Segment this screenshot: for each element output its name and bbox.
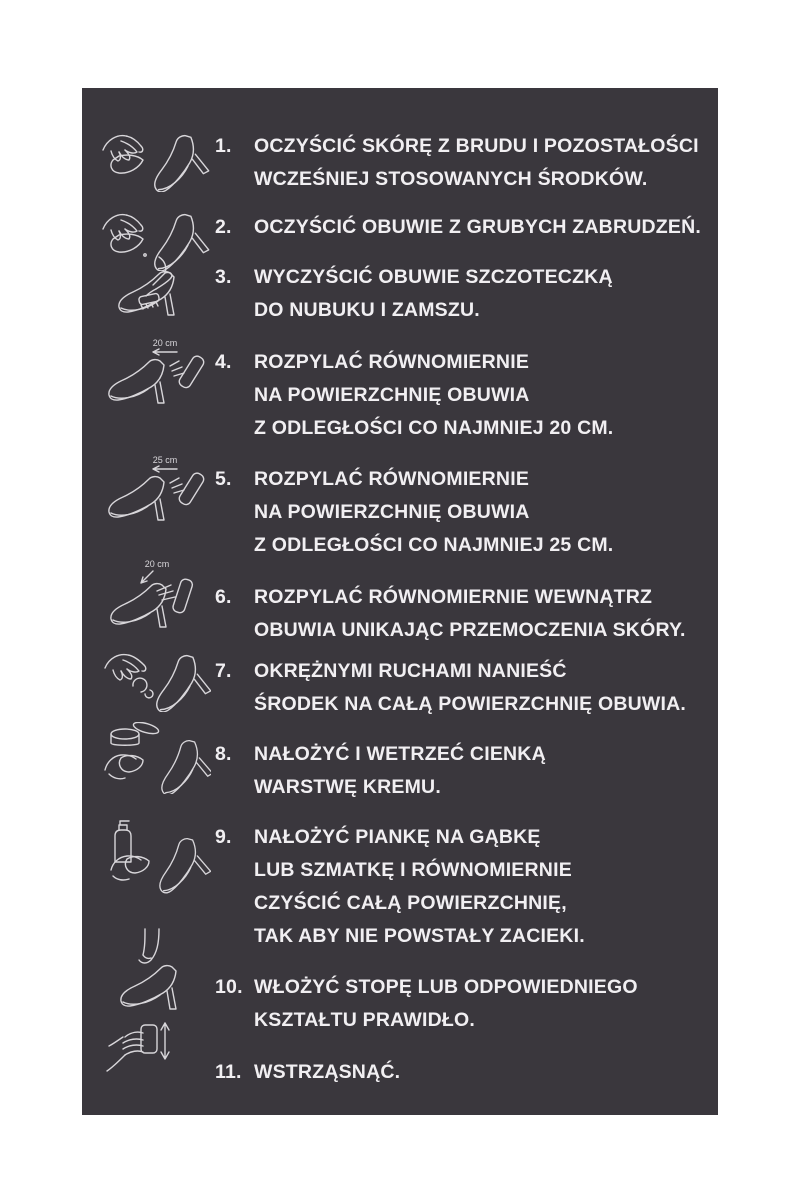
- step-text: [254, 971, 718, 1037]
- hand-cloth-wipe-shoe-icon: [92, 120, 218, 192]
- spray-shoe-distance-icon: [92, 452, 218, 524]
- step-text: [254, 581, 718, 647]
- step-number: 6.: [215, 586, 232, 608]
- step-11: [82, 1056, 718, 1089]
- step-line: DO NUBUKU I ZAMSZU.: [254, 299, 480, 321]
- cream-jar-shoe-icon: [92, 722, 218, 794]
- step-text: [254, 346, 718, 445]
- step-line: LUB SZMATKĘ I RÓWNOMIERNIE: [254, 859, 572, 881]
- step-number: 8.: [215, 743, 232, 765]
- step-line: CZYŚCIĆ CAŁĄ POWIERZCHNIĘ,: [254, 892, 567, 914]
- step-text: [254, 211, 718, 244]
- step-line: KSZTAŁTU PRAWIDŁO.: [254, 1009, 475, 1031]
- instruction-panel: [82, 88, 718, 1115]
- step-text: [254, 821, 718, 953]
- hand-polish-shoe-icon: [92, 640, 218, 712]
- step-8: [82, 738, 718, 804]
- step-text: [254, 738, 718, 804]
- distance-label: 25 cm: [152, 454, 178, 465]
- step-line: OBUWIA UNIKAJĄC PRZEMOCZENIA SKÓRY.: [254, 619, 686, 641]
- step-line: OCZYŚCIĆ OBUWIE Z GRUBYCH ZABRUDZEŃ.: [254, 216, 702, 238]
- step-line: NAŁOŻYĆ PIANKĘ NA GĄBKĘ: [254, 826, 541, 848]
- step-number: 10.: [215, 976, 243, 998]
- foam-bottle-sponge-shoe-icon: [92, 818, 218, 894]
- step-line: Z ODLEGŁOŚCI CO NAJMNIEJ 20 CM.: [254, 417, 614, 439]
- step-line: NA POWIERZCHNIĘ OBUWIA: [254, 501, 530, 523]
- step-number: 4.: [215, 351, 232, 373]
- step-line: ROZPYLAĆ RÓWNOMIERNIE: [254, 468, 530, 490]
- step-line: WSTRZĄSNĄĆ.: [254, 1061, 401, 1083]
- step-number: 2.: [215, 216, 232, 238]
- step-line: NA POWIERZCHNIĘ OBUWIA: [254, 384, 530, 406]
- step-2: [82, 211, 718, 244]
- step-number: 11.: [215, 1061, 242, 1083]
- step-3: [82, 261, 718, 327]
- step-line: OKRĘŻNYMI RUCHAMI NANIEŚĆ: [254, 660, 567, 682]
- step-9: [82, 821, 718, 953]
- step-line: ROZPYLAĆ RÓWNOMIERNIE: [254, 351, 530, 373]
- step-6: [82, 559, 718, 647]
- step-number: 9.: [215, 826, 232, 848]
- step-line: TAK ABY NIE POWSTAŁY ZACIEKI.: [254, 925, 585, 947]
- step-4: [82, 337, 718, 445]
- step-line: OCZYŚCIĆ SKÓRĘ Z BRUDU I POZOSTAŁOŚCI: [254, 135, 699, 157]
- step-line: WARSTWĘ KREMU.: [254, 776, 441, 798]
- step-number: 7.: [215, 660, 232, 682]
- step-text: [254, 261, 718, 327]
- step-text: [254, 463, 718, 562]
- spray-inside-shoe-icon: [92, 557, 218, 629]
- step-line: Z ODLEGŁOŚCI CO NAJMNIEJ 25 CM.: [254, 534, 614, 556]
- step-number: 5.: [215, 468, 232, 490]
- step-1: [82, 130, 718, 196]
- step-text: [254, 130, 718, 196]
- step-line: WYCZYŚCIĆ OBUWIE SZCZOTECZKĄ: [254, 266, 613, 288]
- step-number: 3.: [215, 266, 232, 288]
- step-line: ŚRODEK NA CAŁĄ POWIERZCHNIĘ OBUWIA.: [254, 693, 687, 715]
- distance-label: 20 cm: [152, 337, 178, 348]
- hand-cloth-wipe-shoe-icon: [92, 199, 218, 271]
- step-line: NAŁOŻYĆ I WETRZEĆ CIENKĄ: [254, 743, 546, 765]
- brush-shoe-icon: [92, 251, 218, 323]
- distance-label: 20 cm: [144, 559, 170, 569]
- step-line: WCZEŚNIEJ STOSOWANYCH ŚRODKÓW.: [254, 168, 648, 190]
- step-10: [82, 971, 718, 1037]
- step-number: 1.: [215, 135, 232, 157]
- step-5: [82, 454, 718, 562]
- step-7: [82, 655, 718, 721]
- spray-shoe-distance-icon: [92, 335, 218, 407]
- step-text: [254, 1056, 718, 1089]
- step-line: WŁOŻYĆ STOPĘ LUB ODPOWIEDNIEGO: [254, 976, 638, 998]
- step-line: ROZPYLAĆ RÓWNOMIERNIE WEWNĄTRZ: [254, 586, 653, 608]
- step-text: [254, 655, 718, 721]
